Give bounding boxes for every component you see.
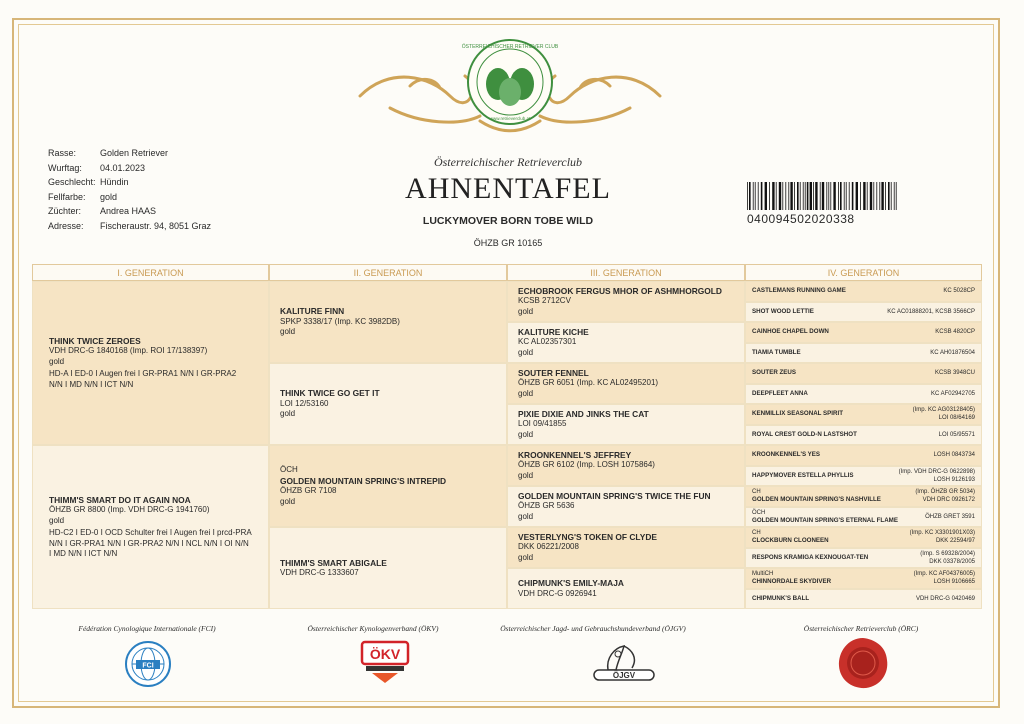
dog-reg: DKK 06221/2008 <box>518 542 579 552</box>
fci-logo <box>124 640 172 688</box>
crest-url: www.retrieverclub.at <box>489 116 531 121</box>
info-value: gold <box>100 191 118 202</box>
page-title: AHNENTAFEL <box>405 172 611 205</box>
dog-name: ROYAL CREST GOLD-N LASTSHOT <box>752 430 857 438</box>
barcode-bar <box>807 182 809 210</box>
dog-reg: KC 5028CP <box>943 288 975 295</box>
dog-color: gold <box>49 356 65 366</box>
barcode <box>747 182 899 210</box>
dog-reg: KC AH01876504 <box>930 349 975 356</box>
barcode-bar <box>785 182 786 210</box>
dog-color: gold <box>518 429 534 439</box>
dog-reg-import: (Imp. KC X3301901X03) <box>909 530 975 537</box>
gen4-cell <box>745 527 982 548</box>
okv-logo <box>360 640 410 684</box>
barcode-bar <box>810 182 812 210</box>
dog-name: CAINHOE CHAPEL DOWN <box>752 328 829 336</box>
barcode-bar <box>747 182 748 210</box>
info-value: Hündin <box>100 177 129 188</box>
barcode-bar <box>803 182 804 210</box>
gen3-cell <box>507 486 745 527</box>
dog-title: CH <box>752 530 761 537</box>
info-value: 04.01.2023 <box>100 162 146 173</box>
info-value: Andrea HAAS <box>100 206 157 217</box>
crest-text: ÖSTERREICHISCHER RETRIEVER CLUB <box>461 44 559 50</box>
gen1-sire <box>32 281 269 445</box>
barcode-bar <box>844 182 845 210</box>
dog-name: THIMM'S SMART ABIGALE <box>280 557 387 568</box>
dog-reg-import: (Imp. VDH DRC-G 0622898) <box>898 468 975 475</box>
dog-name: KENMILLIX SEASONAL SPIRIT <box>752 410 843 418</box>
dog-name: THIMM'S SMART DO IT AGAIN NOA <box>49 494 191 505</box>
dog-color: gold <box>518 347 534 357</box>
info-label: Züchter: <box>48 206 82 217</box>
dog-reg: LOSH 9126193 <box>933 476 975 483</box>
barcode-bar <box>776 182 777 210</box>
dog-name: GOLDEN MOUNTAIN SPRING'S ETERNAL FLAME <box>752 516 898 524</box>
gen4-cell <box>745 404 982 425</box>
dog-color: gold <box>280 327 296 337</box>
dog-name: SOUTER FENNEL <box>518 367 589 378</box>
gen1-dam <box>32 445 269 609</box>
barcode-bar <box>805 182 806 210</box>
barcode-bar <box>797 182 799 210</box>
barcode-bar <box>779 182 781 210</box>
barcode-bar <box>852 182 854 210</box>
barcode-bar <box>849 182 850 210</box>
barcode-bar <box>891 182 892 210</box>
gen3-cell <box>507 445 745 486</box>
dog-reg: VDH DRC-G 1840168 (Imp. ROI 17/138397) <box>49 346 208 356</box>
dog-color: gold <box>518 306 534 316</box>
dog-name: PIXIE DIXIE AND JINKS THE CAT <box>518 408 649 419</box>
barcode-bar <box>881 182 883 210</box>
dog-title: ÖCH <box>752 509 766 516</box>
pedigree-table <box>32 264 982 609</box>
dog-reg: ÖHZB GR 8800 (Imp. VDH DRC-G 1941760) <box>49 505 210 514</box>
gen2-cell <box>269 527 507 609</box>
dog-name: SOUTER ZEUS <box>752 369 797 377</box>
dog-reg: ÖHZB GR 6102 (Imp. LOSH 1075864) <box>518 460 655 470</box>
dog-reg: VDH DRC-G 0926941 <box>518 588 597 598</box>
dog-reg: KC AF02942705 <box>930 390 975 397</box>
dog-health: HD-C2 I ED-0 I OCD Schulter frei I Augen frei I prcd-PRA N/N I GR-PRA1 N/N I GR-PRA2 N/N I NCL N/N I OI N/N I MD N/N I ICT N/N <box>49 528 252 558</box>
barcode-bar <box>782 182 783 210</box>
gen4-cell <box>745 425 982 446</box>
dog-reg: LOSH 0843734 <box>933 452 975 459</box>
okv-logo-text: ÖKV <box>369 646 401 662</box>
info-label: Rasse: <box>48 148 77 158</box>
barcode-bar <box>761 182 763 210</box>
barcode-bar <box>838 182 839 210</box>
barcode-bar <box>840 182 842 210</box>
dog-name: KALITURE KICHE <box>518 326 589 337</box>
dog-reg: VDH DRC-G 1333607 <box>280 568 359 577</box>
gen4-cell <box>745 281 982 302</box>
dog-reg: LOSH 9106665 <box>933 579 975 586</box>
gen4-cell <box>745 384 982 405</box>
dog-reg: ÖHZB GRET 3591 <box>925 513 975 520</box>
barcode-bar <box>870 182 872 210</box>
dog-reg-import: (Imp. KC AF04376005) <box>913 571 975 578</box>
dog-reg: KCSB 3948CU <box>934 370 975 377</box>
barcode-bar <box>846 182 847 210</box>
dog-name: KROONKENNEL'S JEFFREY <box>518 449 632 460</box>
dog-color: gold <box>518 388 534 398</box>
gen3-cell <box>507 404 745 445</box>
dog-reg-import: (Imp. ÖHZB GR 5034) <box>915 489 975 496</box>
dog-reg: KC AL02357301 <box>518 337 577 347</box>
barcode-bar <box>828 182 829 210</box>
barcode-bar <box>833 182 835 210</box>
dog-name: GOLDEN MOUNTAIN SPRING'S INTREPID <box>280 475 447 486</box>
barcode-bar <box>896 182 897 210</box>
gen4-cell <box>745 445 982 466</box>
dog-reg: ÖHZB GR 7108 <box>280 486 337 495</box>
registration-number: ÖHZB GR 10165 <box>473 238 543 248</box>
gen4-cell <box>745 363 982 384</box>
barcode-bar <box>749 182 751 210</box>
gen2-cell <box>269 363 507 445</box>
barcode-bar <box>753 182 754 210</box>
club-name: Österreichischer Retrieverclub <box>433 155 583 169</box>
dog-name: HAPPYMOVER ESTELLA PHYLLIS <box>752 471 854 479</box>
gen-header: I. GENERATION <box>32 264 269 281</box>
gen4-cell <box>745 568 982 589</box>
dog-reg: DKK 22594/97 <box>935 538 975 545</box>
footer-org-okv: Österreichischer Kynologenverband (ÖKV) <box>307 624 439 633</box>
barcode-bar <box>820 182 821 210</box>
barcode-bar <box>863 182 865 210</box>
footer-org-orc: Österreichischer Retrieverclub (ÖRC) <box>803 624 919 633</box>
gen4-cell <box>745 548 982 569</box>
gen3-cell <box>507 363 745 404</box>
barcode-bar <box>800 182 801 210</box>
dog-name: THINK TWICE GO GET IT <box>280 388 380 399</box>
barcode-number: 040094502020338 <box>747 212 855 226</box>
dog-name: KROONKENNEL'S YES <box>752 451 821 459</box>
dog-title: ÖCH <box>280 465 298 474</box>
info-label: Adresse: <box>48 220 84 231</box>
barcode-bar <box>830 182 831 210</box>
barcode-bar <box>788 182 789 210</box>
barcode-bar <box>772 182 774 210</box>
dog-reg-import: (Imp. S 69328/2004) <box>920 550 975 557</box>
barcode-bar <box>888 182 890 210</box>
footer-org-fci: Fédération Cynologique Internationale (FCI) <box>78 624 216 633</box>
barcode-bar <box>873 182 874 210</box>
dog-info <box>48 146 211 234</box>
barcode-bar <box>826 182 827 210</box>
barcode-bar <box>867 182 868 210</box>
dog-health: HD-A I ED-0 I Augen frei I GR-PRA1 N/N I GR-PRA2 N/N I MD N/N I ICT N/N <box>49 369 237 389</box>
barcode-bar <box>758 182 759 210</box>
barcode-bar <box>790 182 792 210</box>
gen4-cell <box>745 343 982 364</box>
info-label: Geschlecht: <box>48 177 96 188</box>
dog-reg: LOI 09/41855 <box>518 419 567 429</box>
dog-title: MultiCH <box>752 571 774 578</box>
barcode-bar <box>813 182 814 210</box>
dog-name: KALITURE FINN <box>280 306 345 317</box>
dog-color: gold <box>49 515 65 525</box>
dog-reg: SPKP 3338/17 (Imp. KC 3982DB) <box>280 316 400 326</box>
barcode-bar <box>794 182 795 210</box>
barcode-bar <box>894 182 895 210</box>
dog-name: CHIPMUNK'S EMILY-MAJA <box>518 578 624 588</box>
dog-reg: LOI 05/95571 <box>938 431 975 438</box>
dog-color: gold <box>518 470 534 480</box>
dog-reg: KCSB 2712CV <box>518 296 571 306</box>
barcode-bar <box>879 182 880 210</box>
orc-seal <box>836 636 890 690</box>
dog-color: gold <box>518 511 534 521</box>
gen3-cell <box>507 322 745 363</box>
dog-reg: LOI 12/53160 <box>280 398 329 408</box>
dog-reg: KCSB 4820CP <box>935 329 975 336</box>
barcode-bar <box>822 182 824 210</box>
footer-org-ojgv: Österreichischer Jagd- und Gebrauchshundeverband (ÖJGV) <box>500 624 686 633</box>
dog-title: CH <box>752 489 761 496</box>
club-crest <box>350 36 670 136</box>
dog-reg: ÖHZB GR 6051 (Imp. KC AL02495201) <box>518 378 659 388</box>
barcode-bar <box>860 182 861 210</box>
gen4-cell <box>745 466 982 487</box>
dog-name: CHINNORDALE SKYDIVER <box>752 578 832 586</box>
barcode-bar <box>856 182 858 210</box>
gen4-cell <box>745 507 982 528</box>
dog-name: CASTLEMANS RUNNING GAME <box>752 287 846 295</box>
gen4-cell <box>745 486 982 507</box>
gen4-cell <box>745 589 982 610</box>
gen-header: III. GENERATION <box>507 264 745 281</box>
gen4-cell <box>745 322 982 343</box>
dog-color: gold <box>280 409 296 419</box>
dog-name: DEEPFLEET ANNA <box>752 389 808 397</box>
gen4-cell <box>745 302 982 323</box>
fci-logo-text: FCI <box>142 662 154 670</box>
dog-name: GOLDEN MOUNTAIN SPRING'S TWICE THE FUN <box>518 490 711 501</box>
dog-reg-import: (Imp. KC AG03128405) <box>912 407 975 414</box>
dog-name: ECHOBROOK FERGUS MHOR OF ASHMHORGOLD <box>518 285 722 296</box>
ojgv-logo <box>588 640 660 686</box>
dog-name: TIAMIA TUMBLE <box>752 348 801 356</box>
barcode-bar <box>885 182 886 210</box>
barcode-bar <box>755 182 756 210</box>
dog-reg: VDH DRC-G 0420469 <box>915 595 975 602</box>
dog-name: CLOCKBURN CLOONEEN <box>752 537 829 545</box>
dog-name: GOLDEN MOUNTAIN SPRING'S NASHVILLE <box>752 496 881 504</box>
gen3-cell <box>507 568 745 609</box>
info-label: Wurftag: <box>48 162 82 173</box>
dog-reg: KC AC01888201, KCSB 3566CP <box>887 308 975 315</box>
ojgv-logo-text: ÖJGV <box>612 671 636 680</box>
info-label: Fellfarbe: <box>48 191 86 202</box>
gen3-cell <box>507 527 745 568</box>
dog-name: RESPONS KRAMIGA KEXNOUGAT-TEN <box>752 553 869 561</box>
gen2-cell <box>269 445 507 527</box>
dog-reg: VDH DRC 0926172 <box>922 497 975 504</box>
dog-color: gold <box>518 552 534 562</box>
gen2-cell <box>269 281 507 363</box>
info-value: Golden Retriever <box>100 148 169 158</box>
dog-reg: LOI 08/64169 <box>938 415 975 422</box>
gen-header: IV. GENERATION <box>745 264 982 281</box>
gen3-cell <box>507 281 745 322</box>
barcode-bar <box>876 182 877 210</box>
info-value: Fischeraustr. 94, 8051 Graz <box>100 220 212 231</box>
dog-name: VESTERLYNG'S TOKEN OF CLYDE <box>518 531 657 542</box>
dog-name: CHIPMUNK'S BALL <box>752 594 810 602</box>
dog-name: SHOT WOOD LETTIE <box>752 307 814 315</box>
dog-name: LUCKYMOVER BORN TOBE WILD <box>422 215 594 227</box>
dog-reg: DKK 03378/2005 <box>929 558 975 565</box>
dog-name: THINK TWICE ZEROES <box>49 335 141 346</box>
dog-reg: ÖHZB GR 5636 <box>518 501 575 511</box>
dog-color: gold <box>280 496 296 506</box>
barcode-bar <box>815 182 817 210</box>
barcode-bar <box>769 182 770 210</box>
gen-header: II. GENERATION <box>269 264 507 281</box>
barcode-bar <box>765 182 767 210</box>
